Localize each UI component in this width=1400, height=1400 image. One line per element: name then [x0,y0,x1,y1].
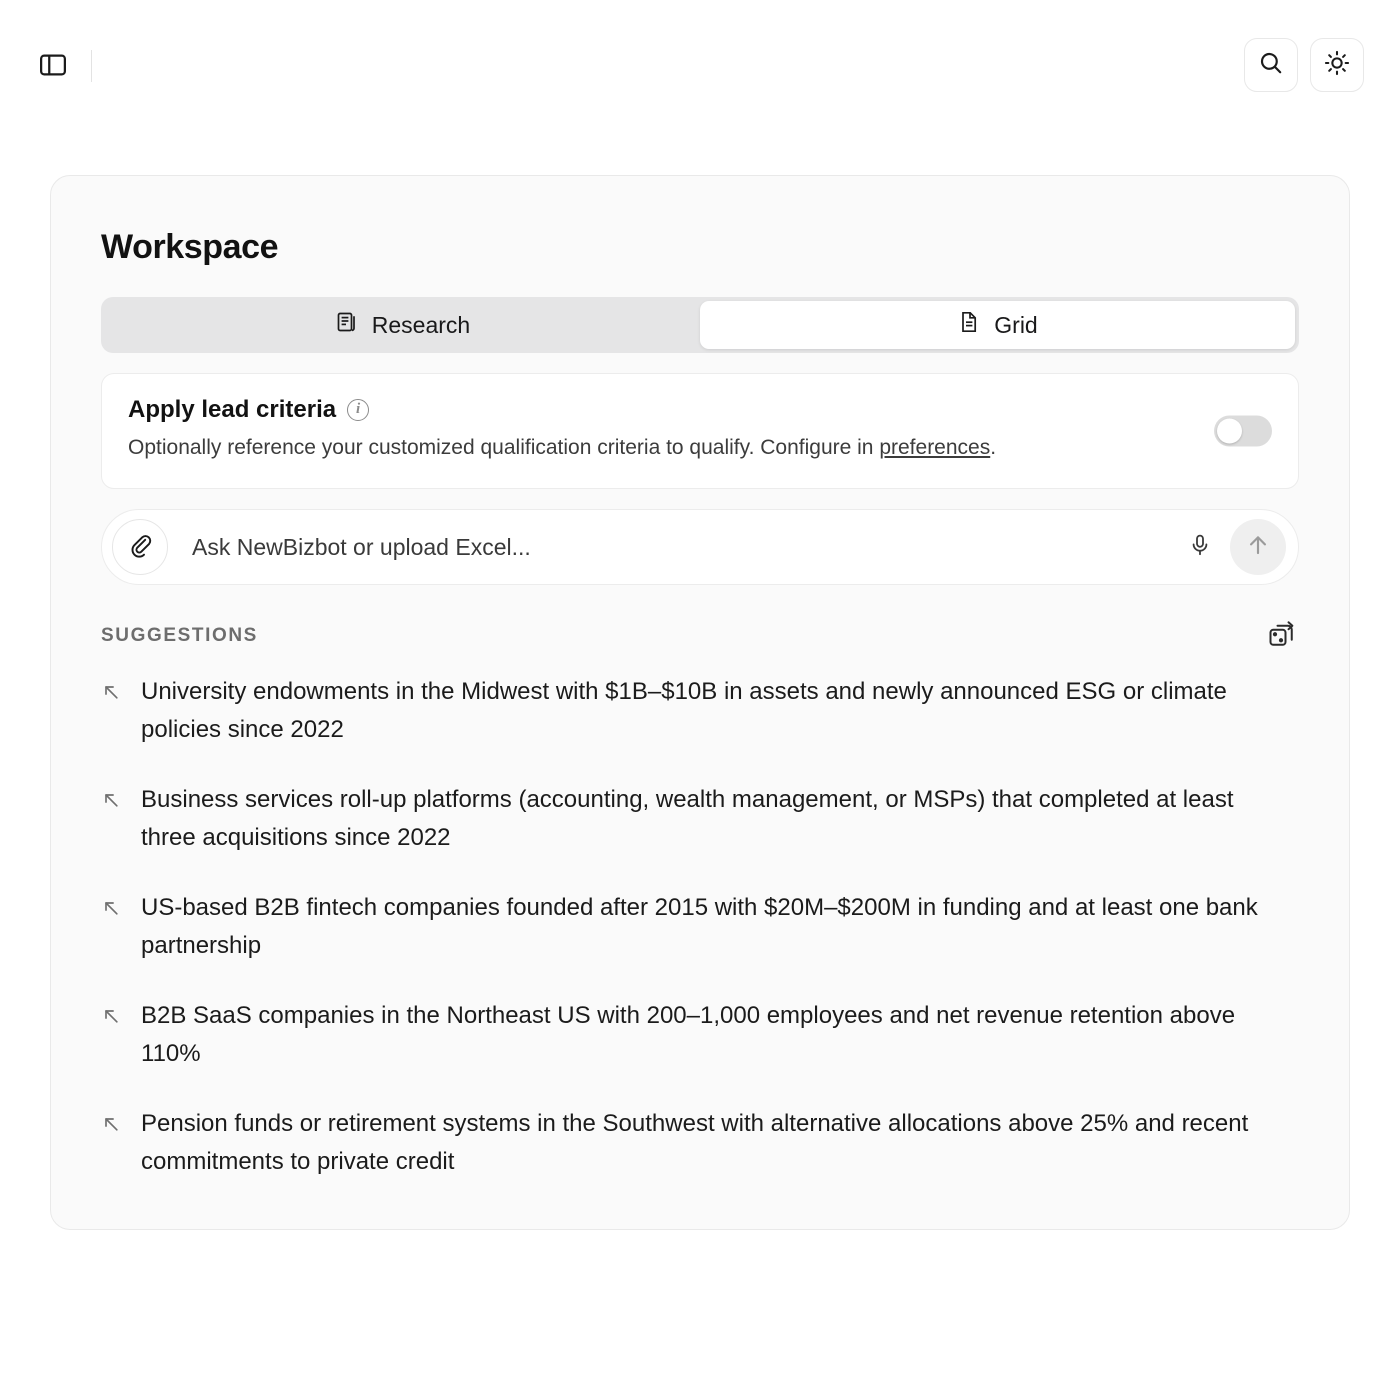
microphone-button[interactable] [1180,525,1220,569]
lead-criteria-toggle[interactable] [1214,416,1272,447]
suggestion-text: University endowments in the Midwest with $1B–$10B in assets and newly announced ESG or climate policies since 2022 [141,678,1227,743]
document-icon [957,310,981,340]
workspace-card [50,175,1350,1230]
lead-criteria-description-suffix: . [990,436,997,459]
arrow-up-left-icon [101,781,123,857]
suggestion-text: Pension funds or retirement systems in the Southwest with alternative allocations above 25% and recent commitments to private credit [141,1110,1249,1175]
tab-research-label: Research [371,311,471,338]
lead-criteria-description [128,432,1138,464]
shuffle-dice-icon [1267,619,1297,654]
list-item[interactable] [101,997,1299,1073]
prompt-bar [101,509,1299,585]
suggestions-label: SUGGESTIONS [101,625,258,646]
suggestions-header [101,619,1299,653]
workspace-tabs [101,297,1299,353]
info-icon[interactable]: i [347,399,369,421]
tab-research[interactable] [105,301,700,349]
toggle-knob [1217,419,1242,444]
preferences-link[interactable]: preferences [879,436,991,459]
arrow-up-left-icon [101,1105,123,1181]
theme-toggle-button[interactable] [1310,38,1364,92]
shuffle-suggestions-button[interactable] [1265,619,1299,653]
page-title: Workspace [101,228,279,266]
attach-button[interactable] [112,519,168,575]
arrow-up-left-icon [101,889,123,965]
lead-criteria-description-text: Optionally reference your customized qualification criteria to qualify. Configure in [128,436,880,459]
suggestion-text: B2B SaaS companies in the Northeast US with 200–1,000 employees and net revenue retention above 110% [141,1002,1236,1067]
arrow-up-left-icon [101,997,123,1073]
suggestion-text: Business services roll-up platforms (accounting, wealth management, or MSPs) that completed at least three acquisitions since 2022 [141,786,1234,851]
book-icon [335,310,359,340]
lead-criteria-heading [128,396,1272,424]
send-button[interactable] [1230,519,1286,575]
microphone-icon [1188,533,1212,562]
suggestions-list [101,673,1299,1181]
top-bar [0,0,1400,130]
sidebar-panel-icon[interactable] [38,50,68,80]
lead-criteria-panel [101,373,1299,489]
topbar-divider [91,50,92,82]
prompt-input[interactable] [168,533,1180,562]
search-icon [1258,50,1284,81]
paperclip-icon [127,532,153,563]
list-item[interactable] [101,673,1299,749]
lead-criteria-title-text: Apply lead criteria [128,396,337,423]
sun-icon [1324,50,1350,81]
list-item[interactable] [101,1105,1299,1181]
suggestion-text: US-based B2B fintech companies founded after 2015 with $20M–$200M in funding and at least one bank partnership [141,894,1258,959]
topbar-actions [1244,38,1364,92]
list-item[interactable] [101,889,1299,965]
search-button[interactable] [1244,38,1298,92]
list-item[interactable] [101,781,1299,857]
arrow-up-icon [1245,532,1271,563]
arrow-up-left-icon [101,673,123,749]
tab-grid-label: Grid [994,311,1038,338]
tab-grid[interactable] [700,301,1295,349]
